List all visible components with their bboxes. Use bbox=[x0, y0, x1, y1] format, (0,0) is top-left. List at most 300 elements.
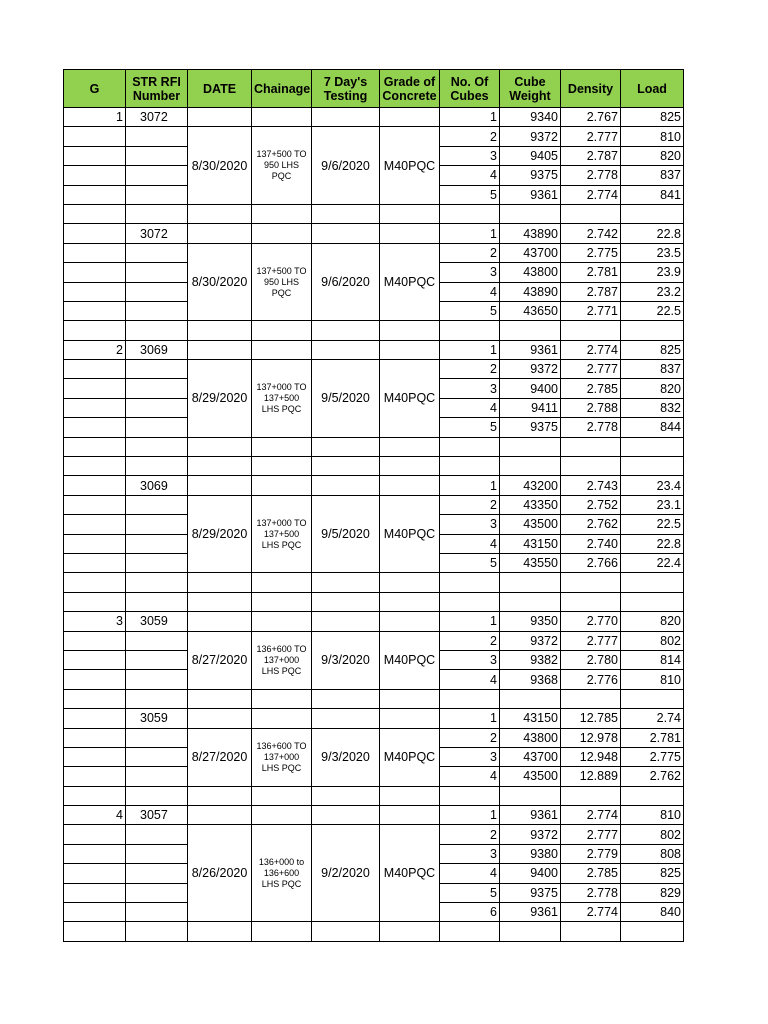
empty-cell bbox=[188, 612, 252, 631]
load-value: 820 bbox=[621, 612, 684, 631]
cube-number: 1 bbox=[440, 612, 500, 631]
density-value: 2.785 bbox=[561, 864, 621, 883]
header-cube-weight: Cube Weight bbox=[500, 70, 561, 108]
density-value: 2.743 bbox=[561, 476, 621, 495]
empty-cell bbox=[64, 185, 126, 204]
empty-cell bbox=[440, 457, 500, 476]
empty-cell bbox=[64, 360, 126, 379]
load-value: 810 bbox=[621, 806, 684, 825]
empty-cell bbox=[312, 806, 380, 825]
header-7-day-testing: 7 Day's Testing bbox=[312, 70, 380, 108]
density-value: 2.752 bbox=[561, 495, 621, 514]
empty-cell bbox=[500, 922, 561, 941]
load-value: 820 bbox=[621, 146, 684, 165]
table-row bbox=[64, 437, 684, 456]
blank-row bbox=[64, 592, 684, 611]
empty-cell bbox=[188, 689, 252, 708]
empty-cell bbox=[126, 631, 188, 650]
empty-cell bbox=[252, 806, 312, 825]
testing-date: 9/3/2020 bbox=[312, 728, 380, 786]
empty-cell bbox=[64, 767, 126, 786]
load-value: 802 bbox=[621, 631, 684, 650]
cube-weight: 9411 bbox=[500, 398, 561, 417]
empty-cell bbox=[126, 243, 188, 262]
empty-cell bbox=[64, 515, 126, 534]
load-value: 22.8 bbox=[621, 534, 684, 553]
chainage: 137+000 TO 137+500 LHS PQC bbox=[252, 495, 312, 573]
empty-cell bbox=[312, 612, 380, 631]
empty-cell bbox=[126, 263, 188, 282]
empty-cell bbox=[252, 689, 312, 708]
cube-number: 2 bbox=[440, 127, 500, 146]
empty-cell bbox=[188, 806, 252, 825]
empty-cell bbox=[64, 553, 126, 572]
cube-test-table bbox=[63, 69, 684, 942]
density-value: 2.774 bbox=[561, 903, 621, 922]
empty-cell bbox=[64, 534, 126, 553]
load-value: 808 bbox=[621, 844, 684, 863]
empty-cell bbox=[621, 592, 684, 611]
cube-number: 1 bbox=[440, 709, 500, 728]
empty-cell bbox=[126, 204, 188, 223]
density-value: 2.779 bbox=[561, 844, 621, 863]
cube-number: 3 bbox=[440, 263, 500, 282]
empty-cell bbox=[440, 786, 500, 805]
density-value: 2.740 bbox=[561, 534, 621, 553]
density-value: 2.766 bbox=[561, 553, 621, 572]
cube-number: 2 bbox=[440, 243, 500, 262]
cube-number: 2 bbox=[440, 360, 500, 379]
rfi-number: 3072 bbox=[126, 108, 188, 127]
empty-cell bbox=[64, 864, 126, 883]
empty-cell bbox=[380, 689, 440, 708]
testing-date: 9/6/2020 bbox=[312, 243, 380, 321]
density-value: 2.774 bbox=[561, 806, 621, 825]
empty-cell bbox=[188, 224, 252, 243]
empty-cell bbox=[64, 457, 126, 476]
load-value: 23.4 bbox=[621, 476, 684, 495]
empty-cell bbox=[312, 108, 380, 127]
cube-weight: 9375 bbox=[500, 166, 561, 185]
header-chainage: Chainage bbox=[252, 70, 312, 108]
cube-number: 2 bbox=[440, 495, 500, 514]
empty-cell bbox=[252, 204, 312, 223]
density-value: 2.777 bbox=[561, 360, 621, 379]
density-value: 2.787 bbox=[561, 282, 621, 301]
cube-weight: 9361 bbox=[500, 185, 561, 204]
density-value: 2.762 bbox=[561, 515, 621, 534]
group-number: 2 bbox=[64, 340, 126, 359]
empty-cell bbox=[126, 127, 188, 146]
cube-weight: 43150 bbox=[500, 534, 561, 553]
empty-cell bbox=[500, 786, 561, 805]
table-row bbox=[64, 204, 684, 223]
cube-weight: 9340 bbox=[500, 108, 561, 127]
cube-weight: 43800 bbox=[500, 263, 561, 282]
load-value: 837 bbox=[621, 166, 684, 185]
load-value: 23.1 bbox=[621, 495, 684, 514]
cube-weight: 43800 bbox=[500, 728, 561, 747]
empty-cell bbox=[252, 922, 312, 941]
cube-number: 3 bbox=[440, 146, 500, 165]
cube-weight: 43700 bbox=[500, 747, 561, 766]
cube-weight: 43550 bbox=[500, 553, 561, 572]
cube-number: 4 bbox=[440, 670, 500, 689]
density-value: 2.742 bbox=[561, 224, 621, 243]
empty-cell bbox=[252, 786, 312, 805]
empty-cell bbox=[440, 204, 500, 223]
empty-cell bbox=[500, 689, 561, 708]
empty-cell bbox=[188, 340, 252, 359]
cube-weight: 9361 bbox=[500, 340, 561, 359]
cube-number: 1 bbox=[440, 340, 500, 359]
cube-number: 4 bbox=[440, 864, 500, 883]
empty-cell bbox=[312, 592, 380, 611]
empty-cell bbox=[64, 243, 126, 262]
table-row bbox=[64, 340, 684, 359]
empty-cell bbox=[64, 786, 126, 805]
load-value: 814 bbox=[621, 650, 684, 669]
empty-cell bbox=[440, 573, 500, 592]
empty-cell bbox=[188, 573, 252, 592]
density-value: 12.785 bbox=[561, 709, 621, 728]
empty-cell bbox=[188, 922, 252, 941]
cube-number: 5 bbox=[440, 185, 500, 204]
empty-cell bbox=[380, 321, 440, 340]
empty-cell bbox=[126, 825, 188, 844]
empty-cell bbox=[64, 263, 126, 282]
empty-cell bbox=[126, 379, 188, 398]
cube-weight: 9375 bbox=[500, 418, 561, 437]
empty-cell bbox=[126, 553, 188, 572]
empty-cell bbox=[621, 786, 684, 805]
cube-number: 3 bbox=[440, 747, 500, 766]
cube-number: 3 bbox=[440, 379, 500, 398]
empty-cell bbox=[312, 437, 380, 456]
table-row bbox=[64, 321, 684, 340]
cast-date: 8/30/2020 bbox=[188, 243, 252, 321]
load-value: 810 bbox=[621, 127, 684, 146]
empty-cell bbox=[440, 321, 500, 340]
empty-cell bbox=[126, 903, 188, 922]
empty-cell bbox=[500, 204, 561, 223]
empty-cell bbox=[126, 166, 188, 185]
empty-cell bbox=[440, 689, 500, 708]
chainage: 137+500 TO 950 LHS PQC bbox=[252, 127, 312, 205]
cast-date: 8/30/2020 bbox=[188, 127, 252, 205]
empty-cell bbox=[64, 166, 126, 185]
empty-cell bbox=[64, 495, 126, 514]
load-value: 23.5 bbox=[621, 243, 684, 262]
load-value: 2.762 bbox=[621, 767, 684, 786]
rfi-number: 3069 bbox=[126, 476, 188, 495]
load-value: 825 bbox=[621, 108, 684, 127]
empty-cell bbox=[312, 922, 380, 941]
empty-cell bbox=[252, 437, 312, 456]
empty-cell bbox=[561, 437, 621, 456]
empty-cell bbox=[126, 360, 188, 379]
empty-cell bbox=[312, 709, 380, 728]
density-value: 2.776 bbox=[561, 670, 621, 689]
cube-number: 1 bbox=[440, 108, 500, 127]
cube-number: 4 bbox=[440, 534, 500, 553]
empty-cell bbox=[64, 379, 126, 398]
table-row bbox=[64, 127, 684, 146]
empty-cell bbox=[252, 340, 312, 359]
density-value: 2.774 bbox=[561, 185, 621, 204]
empty-cell bbox=[380, 612, 440, 631]
cast-date: 8/29/2020 bbox=[188, 360, 252, 438]
cube-weight: 9372 bbox=[500, 127, 561, 146]
group-number bbox=[64, 709, 126, 728]
empty-cell bbox=[500, 592, 561, 611]
cube-weight: 43500 bbox=[500, 515, 561, 534]
empty-cell bbox=[64, 301, 126, 320]
empty-cell bbox=[440, 922, 500, 941]
empty-cell bbox=[440, 592, 500, 611]
density-value: 2.770 bbox=[561, 612, 621, 631]
header-grade: Grade of Concrete bbox=[380, 70, 440, 108]
empty-cell bbox=[64, 728, 126, 747]
load-value: 22.8 bbox=[621, 224, 684, 243]
load-value: 820 bbox=[621, 379, 684, 398]
table-row bbox=[64, 786, 684, 805]
empty-cell bbox=[64, 127, 126, 146]
header-density: Density bbox=[561, 70, 621, 108]
cube-number: 5 bbox=[440, 553, 500, 572]
empty-cell bbox=[380, 786, 440, 805]
empty-cell bbox=[126, 418, 188, 437]
empty-cell bbox=[561, 786, 621, 805]
header-date: DATE bbox=[188, 70, 252, 108]
table-row bbox=[64, 108, 684, 127]
table-row bbox=[64, 612, 684, 631]
empty-cell bbox=[64, 573, 126, 592]
empty-cell bbox=[126, 301, 188, 320]
empty-cell bbox=[561, 592, 621, 611]
rfi-number: 3072 bbox=[126, 224, 188, 243]
rfi-number: 3057 bbox=[126, 806, 188, 825]
empty-cell bbox=[188, 786, 252, 805]
empty-cell bbox=[561, 321, 621, 340]
concrete-grade: M40PQC bbox=[380, 631, 440, 689]
cube-weight: 9372 bbox=[500, 360, 561, 379]
empty-cell bbox=[621, 573, 684, 592]
empty-cell bbox=[380, 340, 440, 359]
density-value: 2.777 bbox=[561, 127, 621, 146]
empty-cell bbox=[380, 457, 440, 476]
testing-date: 9/6/2020 bbox=[312, 127, 380, 205]
empty-cell bbox=[126, 495, 188, 514]
empty-cell bbox=[621, 437, 684, 456]
empty-cell bbox=[126, 534, 188, 553]
header-load: Load bbox=[621, 70, 684, 108]
empty-cell bbox=[64, 418, 126, 437]
group-number: 1 bbox=[64, 108, 126, 127]
table-row bbox=[64, 922, 684, 941]
empty-cell bbox=[621, 204, 684, 223]
header-g: G bbox=[64, 70, 126, 108]
empty-cell bbox=[252, 476, 312, 495]
cube-weight: 9400 bbox=[500, 864, 561, 883]
empty-cell bbox=[621, 321, 684, 340]
cast-date: 8/29/2020 bbox=[188, 495, 252, 573]
empty-cell bbox=[312, 224, 380, 243]
cube-weight: 9361 bbox=[500, 806, 561, 825]
empty-cell bbox=[380, 922, 440, 941]
cube-number: 4 bbox=[440, 767, 500, 786]
empty-cell bbox=[64, 825, 126, 844]
chainage: 137+500 TO 950 LHS PQC bbox=[252, 243, 312, 321]
cube-weight: 9382 bbox=[500, 650, 561, 669]
empty-cell bbox=[561, 689, 621, 708]
cube-weight: 43700 bbox=[500, 243, 561, 262]
blank-row bbox=[64, 457, 684, 476]
cube-weight: 43650 bbox=[500, 301, 561, 320]
group-number: 4 bbox=[64, 806, 126, 825]
table-body bbox=[64, 108, 684, 942]
load-value: 2.781 bbox=[621, 728, 684, 747]
empty-cell bbox=[380, 224, 440, 243]
load-value: 2.74 bbox=[621, 709, 684, 728]
cube-weight: 43150 bbox=[500, 709, 561, 728]
testing-date: 9/5/2020 bbox=[312, 495, 380, 573]
table-row bbox=[64, 806, 684, 825]
table-row bbox=[64, 825, 684, 844]
cube-weight: 43890 bbox=[500, 224, 561, 243]
empty-cell bbox=[64, 204, 126, 223]
load-value: 829 bbox=[621, 883, 684, 902]
empty-cell bbox=[64, 883, 126, 902]
empty-cell bbox=[621, 457, 684, 476]
load-value: 825 bbox=[621, 340, 684, 359]
empty-cell bbox=[64, 437, 126, 456]
load-value: 22.5 bbox=[621, 301, 684, 320]
cube-weight: 43200 bbox=[500, 476, 561, 495]
empty-cell bbox=[126, 883, 188, 902]
empty-cell bbox=[312, 457, 380, 476]
chainage: 137+000 TO 137+500 LHS PQC bbox=[252, 360, 312, 438]
load-value: 802 bbox=[621, 825, 684, 844]
empty-cell bbox=[312, 689, 380, 708]
density-value: 2.771 bbox=[561, 301, 621, 320]
empty-cell bbox=[188, 321, 252, 340]
empty-cell bbox=[252, 321, 312, 340]
cube-weight: 9350 bbox=[500, 612, 561, 631]
concrete-grade: M40PQC bbox=[380, 495, 440, 573]
table-row bbox=[64, 689, 684, 708]
cube-number: 1 bbox=[440, 806, 500, 825]
empty-cell bbox=[500, 457, 561, 476]
density-value: 2.778 bbox=[561, 418, 621, 437]
load-value: 841 bbox=[621, 185, 684, 204]
cube-number: 2 bbox=[440, 631, 500, 650]
density-value: 2.778 bbox=[561, 166, 621, 185]
empty-cell bbox=[64, 689, 126, 708]
density-value: 2.777 bbox=[561, 825, 621, 844]
empty-cell bbox=[561, 457, 621, 476]
empty-cell bbox=[252, 709, 312, 728]
empty-cell bbox=[64, 631, 126, 650]
cube-number: 6 bbox=[440, 903, 500, 922]
cube-number: 3 bbox=[440, 844, 500, 863]
empty-cell bbox=[126, 282, 188, 301]
empty-cell bbox=[188, 476, 252, 495]
empty-cell bbox=[64, 650, 126, 669]
empty-cell bbox=[126, 573, 188, 592]
empty-cell bbox=[126, 670, 188, 689]
density-value: 2.781 bbox=[561, 263, 621, 282]
density-value: 2.785 bbox=[561, 379, 621, 398]
empty-cell bbox=[64, 922, 126, 941]
load-value: 837 bbox=[621, 360, 684, 379]
cube-weight: 9400 bbox=[500, 379, 561, 398]
density-value: 2.777 bbox=[561, 631, 621, 650]
cube-number: 1 bbox=[440, 476, 500, 495]
chainage: 136+600 TO 137+000 LHS PQC bbox=[252, 728, 312, 786]
empty-cell bbox=[380, 437, 440, 456]
empty-cell bbox=[126, 786, 188, 805]
table-row bbox=[64, 360, 684, 379]
empty-cell bbox=[188, 457, 252, 476]
cube-number: 3 bbox=[440, 650, 500, 669]
empty-cell bbox=[64, 903, 126, 922]
cube-weight: 43500 bbox=[500, 767, 561, 786]
load-value: 840 bbox=[621, 903, 684, 922]
load-value: 2.775 bbox=[621, 747, 684, 766]
cube-number: 4 bbox=[440, 398, 500, 417]
density-value: 2.775 bbox=[561, 243, 621, 262]
density-value: 2.780 bbox=[561, 650, 621, 669]
cube-number: 3 bbox=[440, 515, 500, 534]
empty-cell bbox=[252, 224, 312, 243]
rfi-number: 3059 bbox=[126, 709, 188, 728]
cube-number: 5 bbox=[440, 301, 500, 320]
empty-cell bbox=[126, 398, 188, 417]
header-rfi-number: STR RFI Number bbox=[126, 70, 188, 108]
group-number bbox=[64, 476, 126, 495]
density-value: 12.948 bbox=[561, 747, 621, 766]
cube-weight: 9372 bbox=[500, 825, 561, 844]
cube-number: 4 bbox=[440, 166, 500, 185]
empty-cell bbox=[621, 922, 684, 941]
empty-cell bbox=[64, 146, 126, 165]
table-row bbox=[64, 728, 684, 747]
empty-cell bbox=[126, 515, 188, 534]
load-value: 810 bbox=[621, 670, 684, 689]
empty-cell bbox=[64, 321, 126, 340]
density-value: 12.978 bbox=[561, 728, 621, 747]
empty-cell bbox=[188, 108, 252, 127]
density-value: 2.788 bbox=[561, 398, 621, 417]
density-value: 2.778 bbox=[561, 883, 621, 902]
empty-cell bbox=[380, 108, 440, 127]
empty-cell bbox=[312, 321, 380, 340]
empty-cell bbox=[500, 573, 561, 592]
empty-cell bbox=[252, 108, 312, 127]
cube-number: 2 bbox=[440, 825, 500, 844]
cube-number: 2 bbox=[440, 728, 500, 747]
empty-cell bbox=[126, 650, 188, 669]
empty-cell bbox=[312, 204, 380, 223]
empty-cell bbox=[126, 844, 188, 863]
empty-cell bbox=[64, 398, 126, 417]
cube-weight: 9361 bbox=[500, 903, 561, 922]
empty-cell bbox=[380, 476, 440, 495]
table-row bbox=[64, 631, 684, 650]
empty-cell bbox=[126, 321, 188, 340]
testing-date: 9/3/2020 bbox=[312, 631, 380, 689]
